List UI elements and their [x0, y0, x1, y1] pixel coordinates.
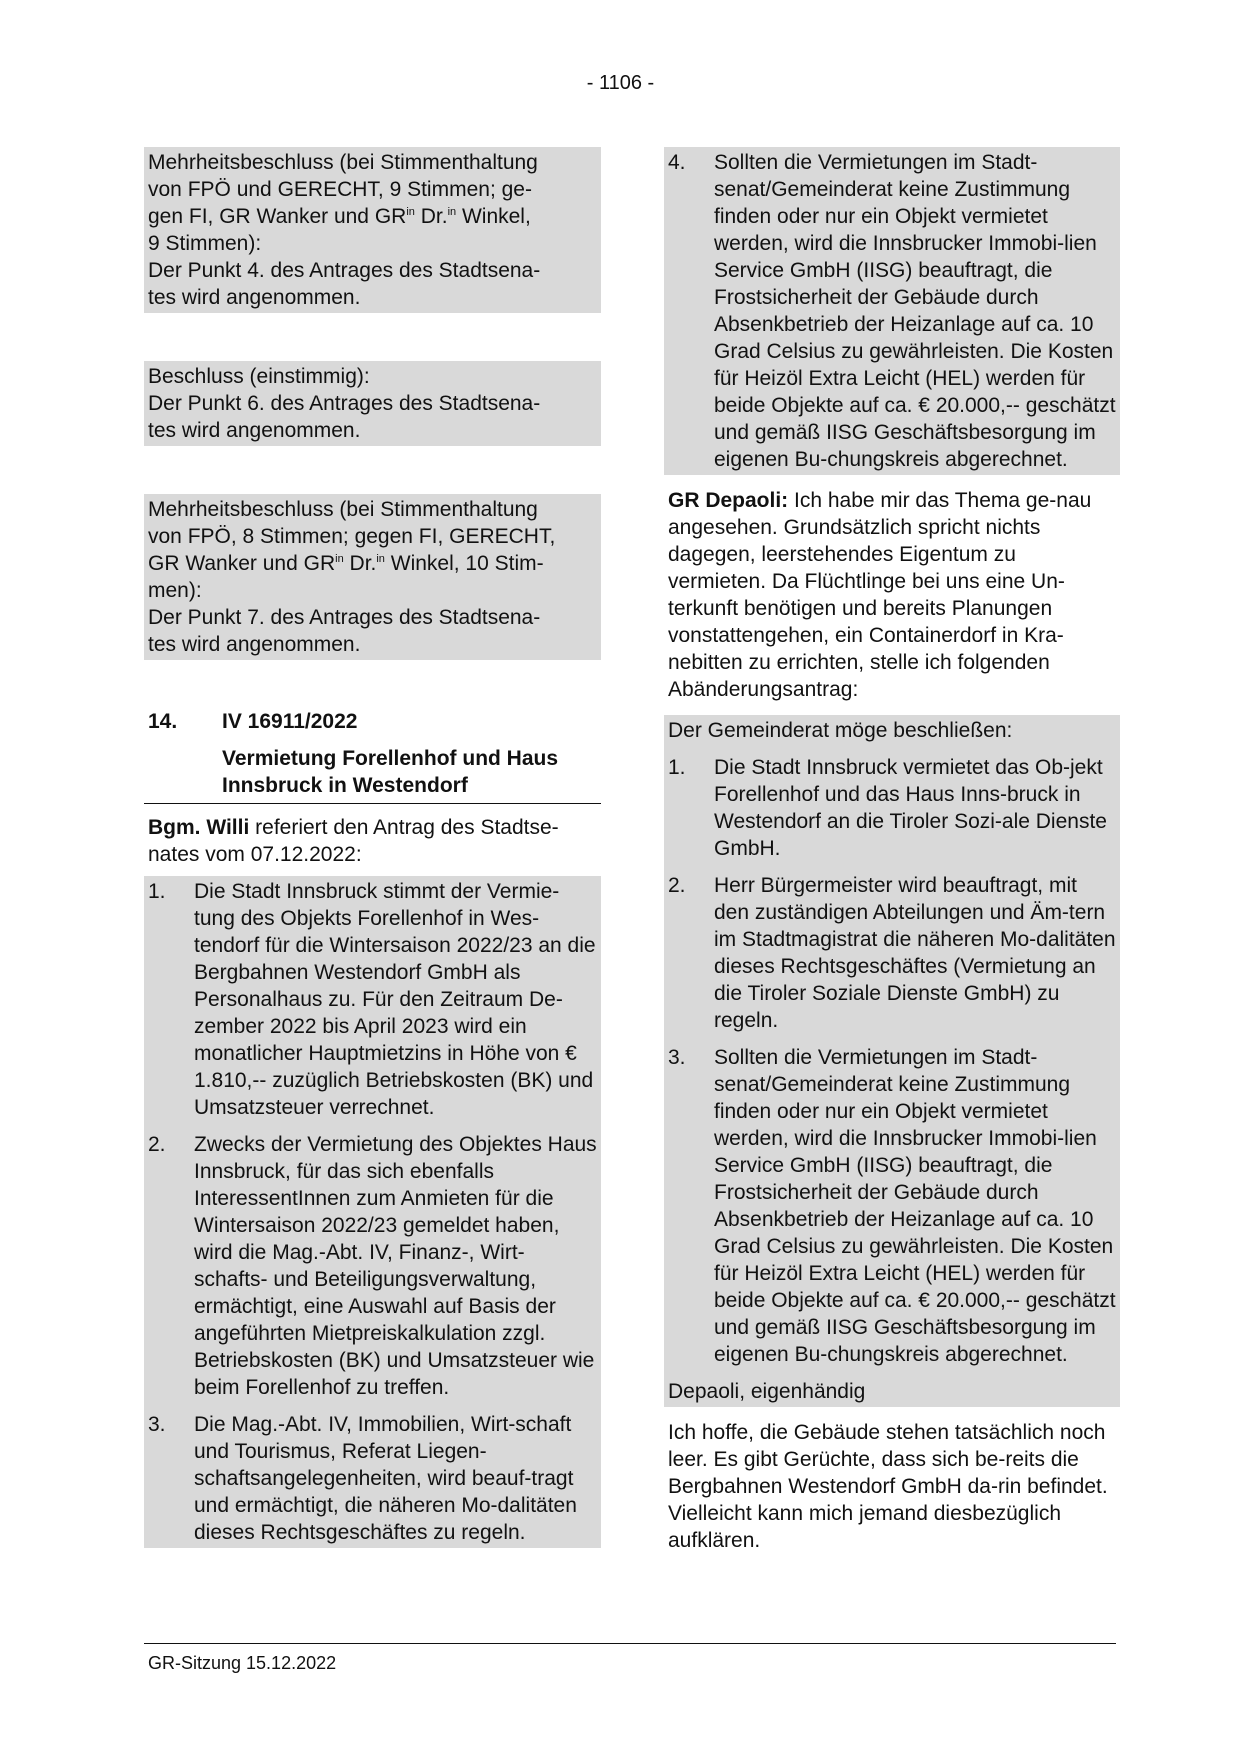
- resolution-text: Beschluss (einstimmig):: [148, 365, 370, 388]
- amendment-intro: Der Gemeinderat möge beschließen:: [668, 719, 1013, 742]
- list-item-text: Die Stadt Innsbruck vermietet das Ob-jekt Forellenhof und das Haus Inns-bruck in Westendorf an die Tiroler Sozi-ale Dienste GmbH.: [714, 756, 1107, 860]
- motion-list: [148, 878, 597, 1546]
- list-item-number: 2.: [148, 1133, 166, 1156]
- intro-text: referiert den Antrag des Stadtse-nates vom 07.12.2022:: [148, 816, 559, 866]
- resolution-line: Mehrheitsbeschluss (bei Stimmenthaltung: [148, 498, 538, 521]
- list-item-text: Die Mag.-Abt. IV, Immobilien, Wirt-schaft und Tourismus, Referat Liegen-schaftsangelegenheiten, wird beauf-tragt und ermächtigt, die näheren Mo-dalitäten dieses Rechtsgeschäftes zu regeln.: [194, 1413, 577, 1544]
- list-item: [148, 878, 597, 1121]
- amendment-block: [664, 715, 1120, 1407]
- resolution-line: GR Wanker und GR: [148, 552, 336, 575]
- resolution-text: [148, 149, 597, 257]
- motion-list-block: [144, 876, 601, 1548]
- list-item: [668, 1044, 1116, 1368]
- speech-text: Ich hoffe, die Gebäude stehen tatsächlich noch leer. Es gibt Gerüchte, dass sich be-reits die Bergbahnen Westendorf GmbH da-rin befindet. Vielleicht kann mich jemand diesbezüglich aufklären.: [668, 1421, 1108, 1552]
- agenda-item-title: Vermietung Forellenhof und Haus Innsbruck in Westendorf: [144, 745, 601, 804]
- list-item-number: 4.: [668, 151, 686, 174]
- list-item-number: 1.: [148, 880, 166, 903]
- resolution-line: Winkel,: [456, 205, 531, 228]
- superscript: in: [447, 206, 457, 218]
- list-item-text: Zwecks der Vermietung des Objektes Haus Innsbruck, für das sich ebenfalls InteressentInnen zum Anmieten für die Wintersaison 2022/23 gemeldet haben, wird die Mag.-Abt. IV, Finanz-, Wirt-schafts- und Beteiligungsverwaltung, ermächtigt, eine Auswahl auf Basis der angeführten Mietpreiskalkulation zzgl. Betriebskosten (BK) und Umsatzsteuer wie beim Forellenhof zu treffen.: [194, 1133, 597, 1399]
- agenda-item-code: IV 16911/2022: [222, 710, 358, 733]
- resolution-line: Mehrheitsbeschluss (bei Stimmenthaltung: [148, 151, 538, 174]
- right-column: [664, 147, 1120, 1554]
- list-item: [668, 754, 1116, 862]
- speech-paragraph: [664, 1419, 1120, 1554]
- resolution-outcome: Der Punkt 4. des Antrages des Stadtsena-tes wird angenommen.: [148, 259, 541, 309]
- motion-list-continued: [668, 149, 1116, 473]
- list-item-text: Sollten die Vermietungen im Stadt-senat/Gemeinderat keine Zustimmung finden oder nur ein Objekt vermietet werden, wird die Innsbrucker Immobi-lien Service GmbH (IISG) beauftragt, die Frostsicherheit der Gebäude durch Absenkbetrieb der Heizanlage auf ca. 10 Grad Celsius zu gewährleisten. Die Kosten für Heizöl Extra Leicht (HEL) werden für beide Objekte auf ca. € 20.000,-- geschätzt und gemäß IISG Geschäftsbesorgung im eigenen Bu-chungskreis abgerechnet.: [714, 1046, 1116, 1366]
- footer-text: GR-Sitzung 15.12.2022: [148, 1653, 337, 1673]
- resolution-line: Dr.: [414, 205, 448, 228]
- resolution-outcome: Der Punkt 7. des Antrages des Stadtsena-tes wird angenommen.: [148, 606, 541, 656]
- resolution-line: von FPÖ, 8 Stimmen; gegen FI, GERECHT,: [148, 525, 556, 548]
- resolution-text: [148, 496, 597, 604]
- left-column: [144, 147, 601, 1548]
- intro-paragraph: [144, 814, 601, 868]
- superscript: in: [376, 553, 385, 565]
- list-item-number: 1.: [668, 756, 686, 779]
- resolution-line: Dr.: [343, 552, 377, 575]
- superscript: in: [406, 206, 415, 218]
- list-item-text: Herr Bürgermeister wird beauftragt, mit den zuständigen Abteilungen und Äm-tern im Stadtmagistrat die näheren Mo-dalitäten dieses Rechtsgeschäftes (Vermietung an die Tiroler Soziale Dienste GmbH) zu regeln.: [714, 874, 1116, 1032]
- amendment-signature: Depaoli, eigenhändig: [668, 1380, 866, 1403]
- page-number: - 1106 -: [586, 72, 655, 94]
- list-item-text: Die Stadt Innsbruck stimmt der Vermie-tung des Objekts Forellenhof in Wes-tendorf für die Wintersaison 2022/23 an die Bergbahnen Westendorf GmbH als Personalhaus zu. Für den Zeitraum De-zember 2022 bis April 2023 wird ein monatlicher Hauptmietzins in Höhe von € 1.810,-- zuzüglich Betriebskosten (BK) und Umsatzsteuer verrechnet.: [194, 880, 596, 1119]
- motion-list-continued-block: [664, 147, 1120, 475]
- list-item: [668, 872, 1116, 1034]
- resolution-line: gen FI, GR Wanker und GR: [148, 205, 407, 228]
- superscript: in: [335, 553, 344, 565]
- resolution-line: Winkel, 10 Stim-: [384, 552, 544, 575]
- resolution-block-point-6: [144, 361, 601, 446]
- resolution-outcome: Der Punkt 6. des Antrages des Stadtsena-tes wird angenommen.: [148, 392, 541, 442]
- amendment-list: [668, 754, 1116, 1368]
- resolution-block-point-4: [144, 147, 601, 313]
- resolution-line: men):: [148, 579, 202, 602]
- resolution-line: 9 Stimmen):: [148, 232, 262, 255]
- speaker-name: GR Depaoli:: [668, 489, 789, 512]
- agenda-item-number: 14.: [148, 710, 178, 733]
- agenda-item: [144, 708, 601, 804]
- footer-divider: [144, 1643, 1116, 1644]
- list-item-number: 3.: [668, 1046, 686, 1069]
- speaker-name: Bgm. Willi: [148, 816, 250, 839]
- list-item-text: Sollten die Vermietungen im Stadt-senat/Gemeinderat keine Zustimmung finden oder nur ein Objekt vermietet werden, wird die Innsbrucker Immobi-lien Service GmbH (IISG) beauftragt, die Frostsicherheit der Gebäude durch Absenkbetrieb der Heizanlage auf ca. 10 Grad Celsius zu gewährleisten. Die Kosten für Heizöl Extra Leicht (HEL) werden für beide Objekte auf ca. € 20.000,-- geschätzt und gemäß IISG Geschäftsbesorgung im eigenen Bu-chungskreis abgerechnet.: [714, 151, 1116, 471]
- agenda-item-header: [144, 708, 601, 735]
- resolution-line: von FPÖ und GERECHT, 9 Stimmen; ge-: [148, 178, 532, 201]
- list-item: [148, 1131, 597, 1401]
- list-item: [668, 149, 1116, 473]
- resolution-block-point-7: [144, 494, 601, 660]
- list-item-number: 3.: [148, 1413, 166, 1436]
- list-item-number: 2.: [668, 874, 686, 897]
- list-item: [148, 1411, 597, 1546]
- speech-paragraph: [664, 487, 1120, 703]
- speech-text: Ich habe mir das Thema ge-nau angesehen. Grundsätzlich spricht nichts dagegen, leerstehendes Eigentum zu vermieten. Da Flüchtlinge bei uns eine Un-terkunft benötigen und bereits Planungen vonstattengehen, ein Containerdorf in Kra-nebitten zu errichten, stelle ich folgenden Abänderungsantrag:: [668, 489, 1092, 701]
